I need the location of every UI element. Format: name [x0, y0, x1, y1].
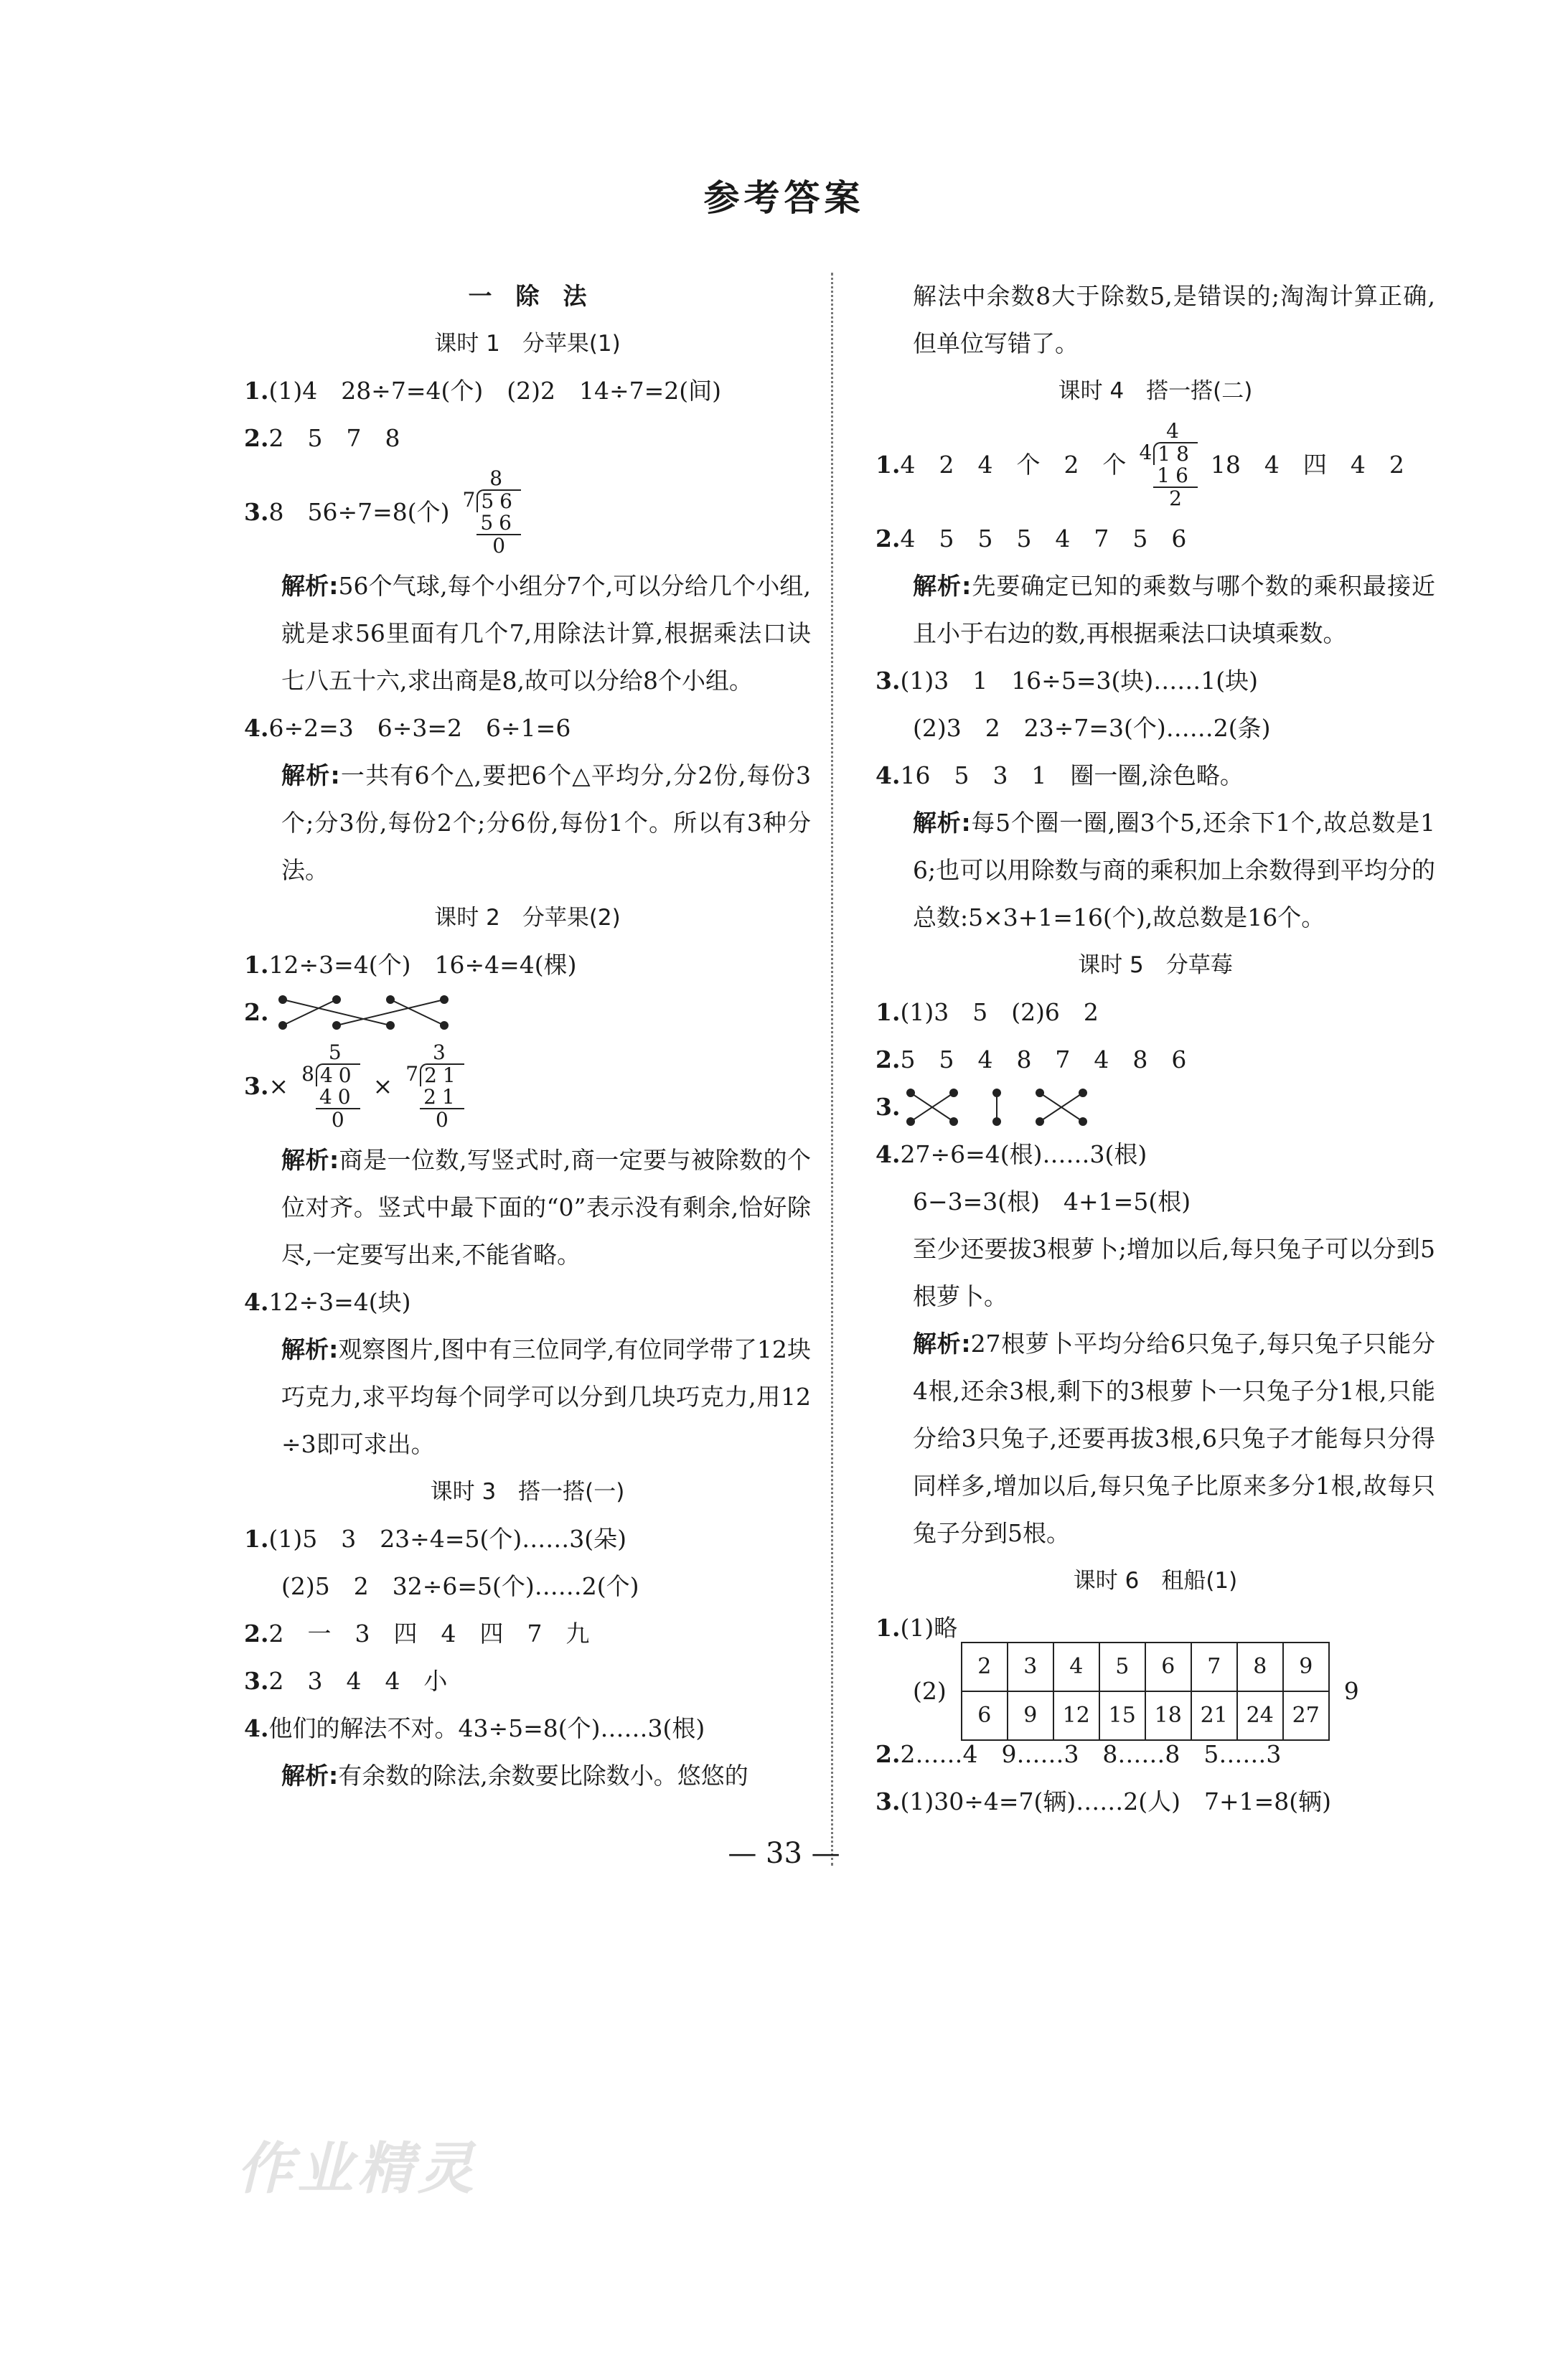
table-cell: 12: [1053, 1691, 1099, 1740]
answer-text: 至少还要拔3根萝卜;增加以后,每只兔子可以分到5根萝卜。: [913, 1235, 1435, 1310]
table-cell: 6: [1145, 1643, 1191, 1691]
continued-explanation: 解法中余数8大于除数5,是错误的;淘淘计算正确,但单位写错了。: [913, 282, 1435, 357]
divisor: 4: [1139, 441, 1152, 464]
cross-mark: ×: [372, 1072, 393, 1100]
explanation-label: 解析:: [913, 1330, 971, 1358]
question-number: 2.: [875, 1740, 901, 1768]
explanation-label: 解析:: [281, 1146, 339, 1174]
lesson-4-title: 课时 4 搭一搭(二): [1058, 378, 1253, 404]
remainder: 2: [1169, 487, 1182, 510]
question-number: 4.: [244, 714, 269, 742]
question-number: 4.: [875, 761, 901, 789]
explanation-text: 观察图片,图中有三位同学,有位同学带了12块巧克力,求平均每个同学可以分到几块巧克力,用12÷3即可求出。: [281, 1335, 811, 1458]
divisor: 8: [301, 1062, 314, 1086]
explanation-label: 解析:: [281, 572, 339, 600]
answer-row-with-division: [875, 415, 1435, 515]
table-cell: 24: [1237, 1691, 1283, 1740]
question-number: 2.: [244, 1620, 269, 1648]
answer-text: 6−3=3(根) 4+1=5(根): [913, 1188, 1191, 1216]
long-division: [301, 1042, 360, 1131]
column-divider: [831, 273, 833, 1866]
divisor: 7: [462, 488, 476, 512]
quotient: 4: [1166, 419, 1185, 443]
table-cell: 18: [1145, 1691, 1191, 1740]
explanation-text: 27根萝卜平均分给6只兔子,每只兔子只能分4根,还余3根,剩下的3根萝卜一只兔子分1根,只能分给3只兔子,还要再拔3根,6只兔子才能每只分得同样多,增加以后,每只兔子比原来多分1根,故每只兔子分到5根。: [913, 1330, 1435, 1547]
quotient: 3: [432, 1040, 451, 1064]
answer-text: 12÷3=4(块): [268, 1288, 411, 1316]
answer-text: 2 一 3 四 4 四 7 九: [268, 1620, 590, 1648]
answer-text: (1)4 28÷7=4(个) (2)2 14÷7=2(间): [268, 377, 721, 405]
quotient: 8: [489, 466, 509, 490]
explanation: [244, 752, 811, 894]
answer-row-with-division: [244, 462, 811, 563]
explanation-label: 解析:: [281, 1762, 339, 1790]
question-number: 3.: [244, 498, 269, 526]
subtrahend: 21: [420, 1086, 464, 1109]
question-number: 4.: [244, 1714, 269, 1742]
answer-text: 4 2 4 个 2 个: [900, 451, 1127, 479]
explanation: [244, 1752, 811, 1800]
dividend: 56: [476, 489, 521, 512]
answer-text: 6÷2=3 6÷3=2 6÷1=6: [268, 714, 571, 742]
matching-lines-figure: [900, 1086, 1130, 1129]
explanation-text: 每5个圈一圈,圈3个5,还余下1个,故总数是16;也可以用除数与商的乘积加上余数得到平均分的总数:5×3+1=16(个),故总数是16个。: [913, 809, 1436, 931]
explanation-text: 56个气球,每个小组分7个,可以分给几个小组,就是求56里面有几个7,用除法计算,根据乘法口诀七八五十六,求出商是8,故可以分给8个小组。: [281, 572, 811, 695]
question-number: 2.: [244, 424, 269, 452]
question-number: 1.: [875, 1614, 901, 1642]
remainder: 0: [435, 1108, 449, 1132]
answer-text: 12÷3=4(个) 16÷4=4(棵): [268, 951, 577, 979]
table-cell: 8: [1237, 1643, 1283, 1691]
answer-text: 8 56÷7=8(个): [268, 498, 450, 526]
explanation-text: 有余数的除法,余数要比除数小。悠悠的: [338, 1762, 748, 1790]
page-title: 参考答案: [703, 177, 865, 219]
long-division: [405, 1042, 464, 1131]
answer-text: (1)30÷4=7(辆)……2(人) 7+1=8(辆): [900, 1787, 1332, 1815]
table-cell: 7: [1191, 1643, 1237, 1691]
dividend: 21: [420, 1063, 464, 1086]
question-number: 3.: [244, 1072, 269, 1100]
explanation: [875, 799, 1435, 941]
table-cell: 9: [1283, 1643, 1329, 1691]
remainder: 0: [331, 1108, 344, 1132]
question-number: 3.: [875, 1093, 901, 1121]
answer-text: 27÷6=4(根)……3(根): [900, 1140, 1147, 1168]
lesson-6-title: 课时 6 租船(1): [1073, 1568, 1238, 1594]
question-number: 2.: [875, 1045, 901, 1073]
divisor: 7: [405, 1062, 419, 1086]
subtrahend: 56: [476, 512, 521, 535]
explanation: [875, 1320, 1435, 1557]
answer-text: (2)3 2 23÷7=3(个)……2(条): [913, 714, 1271, 742]
remainder: 0: [492, 534, 506, 558]
explanation-text: 商是一位数,写竖式时,商一定要与被除数的个位对齐。竖式中最下面的“0”表示没有剩余,恰好除尽,一定要写出来,不能省略。: [281, 1146, 811, 1269]
explanation-label: 解析:: [913, 809, 971, 837]
table-cell: 5: [1099, 1643, 1145, 1691]
explanation-label: 解析:: [913, 572, 972, 600]
dividend: 18: [1153, 442, 1198, 465]
answer-text: 16 5 3 1 圈一圈,涂色略。: [900, 761, 1244, 789]
subtrahend: 40: [316, 1086, 360, 1109]
sub-label: (2): [913, 1677, 947, 1705]
explanation: [244, 563, 811, 705]
question-number: 4.: [244, 1288, 269, 1316]
explanation-label: 解析:: [281, 1335, 339, 1363]
answer-row-with-division: [244, 1036, 811, 1137]
lesson-1-title: 课时 1 分苹果(1): [434, 331, 621, 357]
answer-text: 2……4 9……3 8……8 5……3: [900, 1740, 1282, 1768]
cross-mark: ×: [268, 1072, 289, 1100]
long-division: [462, 468, 520, 557]
table-cell: 6: [962, 1691, 1008, 1740]
answer-text: 5 5 4 8 7 4 8 6: [900, 1045, 1187, 1073]
table-cell: 2: [962, 1643, 1008, 1691]
matching-lines-figure: [268, 991, 484, 1034]
lesson-2-title: 课时 2 分苹果(2): [434, 905, 621, 931]
answer-text: (2)5 2 32÷6=5(个)……2(个): [281, 1572, 639, 1600]
question-number: 1.: [875, 451, 901, 479]
table-cell: 27: [1283, 1691, 1329, 1740]
section-heading: 一 除 法: [468, 282, 587, 310]
page-number: — 33 —: [728, 1837, 840, 1870]
right-column: [875, 273, 1435, 1825]
question-number: 3.: [875, 1787, 901, 1815]
explanation: [875, 563, 1435, 657]
question-number: 3.: [244, 1667, 269, 1695]
table-cell: 3: [1008, 1643, 1053, 1691]
table-row: [962, 1643, 1329, 1691]
lesson-3-title: 课时 3 搭一搭(一): [430, 1479, 625, 1505]
long-division: [1139, 420, 1197, 509]
table-cell: 21: [1191, 1691, 1237, 1740]
answer-text: (1)3 1 16÷5=3(块)……1(块): [900, 667, 1258, 695]
answer-text: (1)3 5 (2)6 2: [900, 998, 1099, 1026]
left-column: [244, 273, 811, 1800]
answer-text: 9: [1343, 1677, 1359, 1705]
dividend: 40: [316, 1063, 360, 1086]
explanation-label: 解析:: [281, 761, 340, 789]
lesson-5-title: 课时 5 分草莓: [1078, 952, 1233, 978]
answer-text: (1)5 3 23÷4=5(个)……3(朵): [268, 1525, 626, 1553]
explanation: [244, 1326, 811, 1468]
table-cell: 4: [1053, 1643, 1099, 1691]
answer-table: [961, 1642, 1330, 1741]
answer-text: 18 4 四 4 2: [1210, 451, 1404, 479]
answer-text: 他们的解法不对。43÷5=8(个)……3(根): [268, 1714, 705, 1742]
question-number: 2.: [875, 525, 901, 553]
question-number: 1.: [244, 951, 269, 979]
answer-text: 2 3 4 4 小: [268, 1667, 448, 1695]
answer-text: 2 5 7 8: [268, 424, 400, 452]
question-number: 3.: [875, 667, 901, 695]
question-number: 1.: [244, 377, 269, 405]
table-cell: 9: [1008, 1691, 1053, 1740]
subtrahend: 16: [1153, 465, 1198, 488]
answer-text: (1)略: [900, 1614, 958, 1642]
question-number: 1.: [244, 1525, 269, 1553]
quotient: 5: [328, 1040, 347, 1064]
question-number: 1.: [875, 998, 901, 1026]
table-row-wrapper: [875, 1652, 1435, 1731]
explanation: [244, 1137, 811, 1279]
explanation-text: 一共有6个△,要把6个△平均分,分2份,每份3个;分3份,每份2个;分6份,每份1个。所以有3种分法。: [281, 761, 811, 884]
answer-text: 4 5 5 5 4 7 5 6: [900, 525, 1187, 553]
question-number: 2.: [244, 998, 269, 1026]
explanation-text: 先要确定已知的乘数与哪个数的乘积最接近且小于右边的数,再根据乘法口诀填乘数。: [913, 572, 1436, 647]
table-cell: 15: [1099, 1691, 1145, 1740]
watermark: 作业精灵: [237, 2137, 479, 2202]
question-number: 4.: [875, 1140, 901, 1168]
